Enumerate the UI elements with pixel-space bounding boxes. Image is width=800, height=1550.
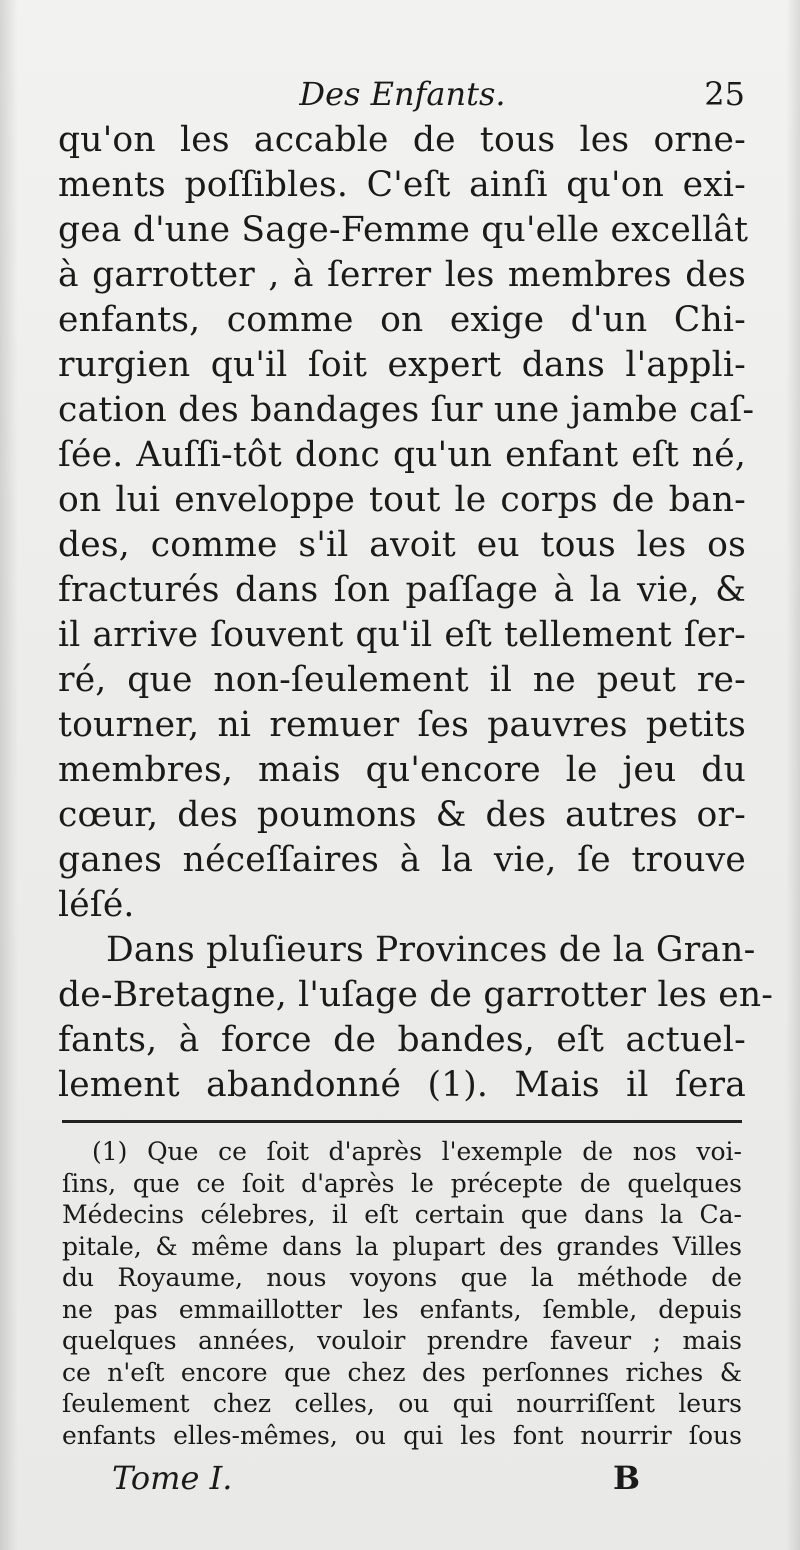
text-line: léſé. <box>58 885 135 925</box>
text-line: membres, mais qu'encore le jeu du <box>58 750 746 790</box>
page-header <box>60 72 745 116</box>
footnote-line: quelques années, vouloir prendre faveur ; mais <box>62 1326 742 1355</box>
text-line: ments poſſibles. C'eſt ainſi qu'on exi- <box>58 165 746 205</box>
text-line: on lui enveloppe tout le corps de ban- <box>58 480 746 520</box>
text-line: il arrive ſouvent qu'il eſt tellement ſer- <box>58 615 746 655</box>
footnote-line: ſins, que ce ſoit d'après le précepte de quelques <box>62 1168 742 1198</box>
text-line: fracturés dans ſon paſſage à la vie, & <box>58 570 746 610</box>
text-line: cœur, des poumons & des autres or- <box>58 795 746 835</box>
text-line: gea d'une Sage-Femme qu'elle excellât <box>58 210 749 250</box>
footnote-line: du Royaume, nous voyons que la méthode de <box>62 1263 742 1292</box>
text-line: ganes néceſſaires à la vie, ſe trouve <box>58 840 746 880</box>
text-line: qu'on les accable de tous les orne- <box>58 120 746 160</box>
text-line: cation des bandages ſur une jambe caſ- <box>58 390 755 430</box>
footnote-line: enfants elles-mêmes, ou qui les font nourrir ſous <box>62 1420 742 1450</box>
text-line: de-Bretagne, l'uſage de garrotter les en- <box>58 975 774 1015</box>
volume-label: Tome I. <box>112 1459 233 1497</box>
paragraph-start-line: Dans pluſieurs Provinces de la Gran- <box>106 930 756 970</box>
text-line: tourner, ni remuer ſes pauvres petits <box>58 705 746 745</box>
text-line: à garrotter , à ſerrer les membres des <box>58 255 746 295</box>
main-text <box>58 118 774 1108</box>
running-title: Des Enfants. <box>299 75 506 113</box>
text-line: fants, à force de bandes, eſt actuel- <box>58 1020 746 1060</box>
text-line: rurgien qu'il ſoit expert dans l'appli- <box>58 345 746 385</box>
text-line: des, comme s'il avoit eu tous les os <box>58 525 746 565</box>
text-line: ſée. Auſſi-tôt donc qu'un enfant eſt né, <box>58 435 746 475</box>
page-footer <box>112 1456 640 1500</box>
signature-mark: B <box>612 1459 640 1497</box>
footnote <box>62 1136 742 1451</box>
footnote-separator <box>62 1120 742 1123</box>
footnote-line: pitale, & même dans la plupart des grandes Villes <box>62 1231 742 1261</box>
footnote-line: ce n'eſt encore que chez des perſonnes riches & <box>62 1357 742 1387</box>
page-number: 25 <box>704 75 745 113</box>
footnote-line: Médecins célebres, il eſt certain que dans la Ca- <box>62 1200 742 1229</box>
footnote-line: ſeulement chez celles, ou qui nourriſſent leurs <box>62 1389 742 1418</box>
text-line: lement abandonné (1). Mais il ſera <box>58 1065 746 1105</box>
footnote-line: ne pas emmaillotter les enfants, ſemble, depuis <box>62 1294 742 1324</box>
text-line: ré, que non-ſeulement il ne peut re- <box>58 660 746 700</box>
text-line: enfants, comme on exige d'un Chi- <box>58 300 746 340</box>
footnote-line: (1) Que ce ſoit d'après l'exemple de nos voi- <box>92 1137 742 1166</box>
